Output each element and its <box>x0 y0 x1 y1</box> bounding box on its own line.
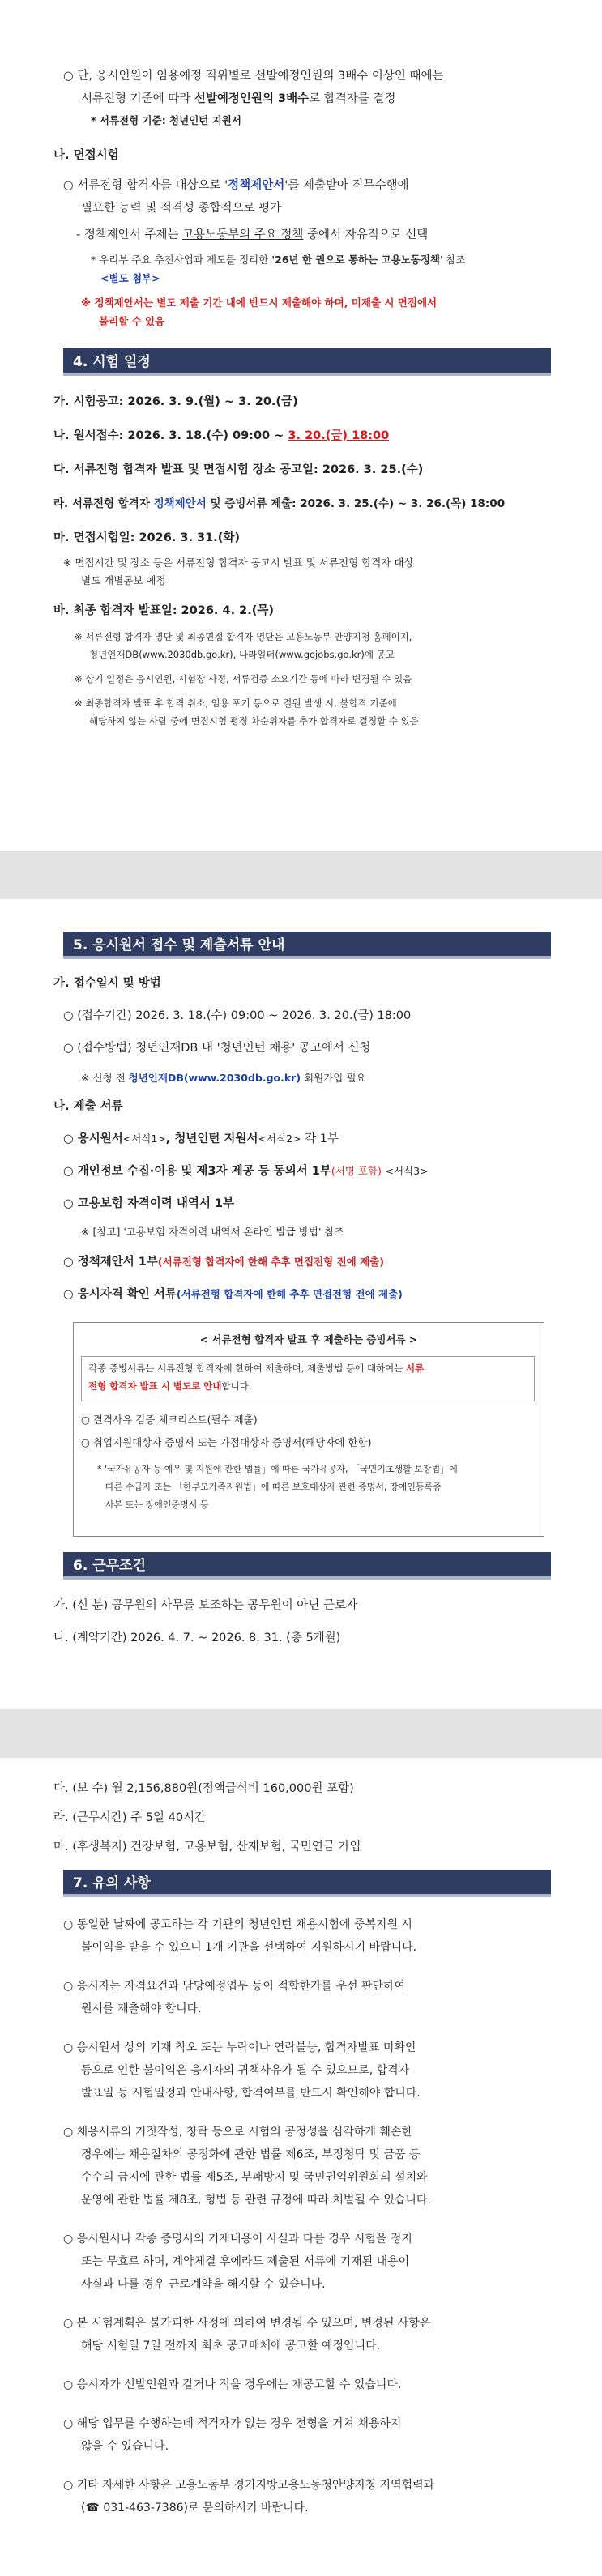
page-3 <box>0 1758 602 2576</box>
note-line: ○ 응시원서 상의 기재 착오 또는 누락이나 연락불능, 합격자발표 미확인 <box>63 2041 416 2054</box>
note-line: 경우에는 채용절차의 공정화에 관한 법률 제6조, 부정청탁 및 금품 등 <box>81 2148 421 2161</box>
note-line: ※ 서류전형 합격자 명단 및 최종면접 합격자 명단은 고용노동부 안양지청 홈페이지, <box>75 631 412 642</box>
condition-item: 가. (신 분) 공무원의 사무를 보조하는 공무원이 아닌 근로자 <box>53 1599 357 1612</box>
note-line: ※ [참고] '고용보험 자격이력 내역서 온라인 발급 방법' 참조 <box>81 1226 344 1238</box>
note-line: ○ 해당 업무를 수행하는데 적격자가 없는 경우 전형을 거쳐 채용하지 <box>63 2417 402 2430</box>
doc-item: ○ 응시자격 확인 서류(서류전형 합격자에 한해 추후 면접전형 전에 제출) <box>63 1288 403 1301</box>
note-line: ○ 본 시험계획은 불가피한 사정에 의하여 변경될 수 있으며, 변경된 사항은 <box>63 2317 431 2330</box>
condition-item: 나. (계약기간) 2026. 4. 7. ~ 2026. 8. 31. (총 5개월) <box>53 1631 341 1644</box>
note-line: 또는 무효로 하며, 계약체결 후에라도 제출된 서류에 기재된 내용이 <box>81 2255 410 2268</box>
note-line: (☎ 031-463-7386)로 문의하시기 바랍니다. <box>81 2501 309 2514</box>
note-line: ※ 면접시간 및 장소 등은 서류전형 합격자 공고시 발표 및 서류전형 합격자 대상 <box>63 557 414 569</box>
page-gap <box>0 851 602 899</box>
doc-item: ○ 정책제안서 1부(서류전형 합격자에 한해 추후 면접전형 전에 제출) <box>63 1256 384 1269</box>
heading-receipt: 가. 접수일시 및 방법 <box>53 977 161 990</box>
note-line: ※ 최종합격자 발표 후 합격 취소, 임용 포기 등으로 결원 발생 시, 불합격 기준에 <box>75 697 397 709</box>
schedule-item: 라. 서류전형 합격자 정책제안서 및 증빙서류 제출: 2026. 3. 25.(수) ~ 3. 26.(목) 18:00 <box>53 497 506 510</box>
note-line: 운영에 관한 법률 제8조, 형법 등 관련 규정에 따라 처벌될 수 있습니다. <box>81 2194 431 2207</box>
box-item: ○ 취업지원대상자 증명서 또는 가점대상자 증명서(해당자에 한함) <box>81 1436 372 1448</box>
condition-item: 다. (보 수) 월 2,156,880원(정액급식비 160,000원 포함) <box>53 1782 354 1795</box>
note-line: 원서를 제출해야 합니다. <box>81 2002 202 2015</box>
text-line: * 우리부 주요 추진사업과 제도를 정리한 '26년 한 권으로 통하는 고용노동정책' 참조 <box>91 254 466 266</box>
schedule-item: 가. 시험공고: 2026. 3. 9.(월) ~ 3. 20.(금) <box>53 395 298 408</box>
note-line: 등으로 인한 불이익은 응시자의 귀책사유가 될 수 있으므로, 합격자 <box>81 2064 410 2077</box>
text-line: - 정책제안서 주제는 고용노동부의 주요 정책 중에서 자유적으로 선택 <box>76 228 429 241</box>
condition-item: 라. (근무시간) 주 5일 40시간 <box>53 1811 207 1824</box>
note-line: 별도 개별통보 예정 <box>81 574 166 586</box>
note-line: ○ 응시자는 자격요건과 담당예정업무 등이 적합한가를 우선 판단하여 <box>63 1980 406 1993</box>
heading-interview: 나. 면접시험 <box>53 149 119 162</box>
text-line: ○ (접수방법) 청년인재DB 내 '청년인턴 채용' 공고에서 신청 <box>63 1042 371 1055</box>
criteria-note: * 서류전형 기준: 청년인턴 지원서 <box>91 114 241 126</box>
page-1 <box>0 0 602 851</box>
note-line: ○ 동일한 날짜에 공고하는 각 기관의 청년인턴 채용시험에 중복지원 시 <box>63 1918 412 1931</box>
section-header-conditions: 6. 근무조건 <box>63 1552 551 1580</box>
condition-item: 마. (후생복지) 건강보험, 고용보험, 산재보험, 국민연금 가입 <box>53 1840 361 1853</box>
text-line: ○ 서류전형 합격자를 대상으로 '정책제안서'를 제출받아 직무수행에 <box>63 179 409 192</box>
text-line: 서류전형 기준에 따라 선발예정인원의 3배수로 합격자를 결정 <box>81 92 396 105</box>
warning-text: ※ 정책제안서는 별도 제출 기간 내에 반드시 제출해야 하며, 미제출 시 면접에서 <box>81 296 438 309</box>
note-line: 해당 시험일 7일 전까지 최초 공고매체에 공고할 예정입니다. <box>81 2339 381 2352</box>
warning-text: 불리할 수 있음 <box>99 315 165 327</box>
note-line: ○ 기타 자세한 사항은 고용노동부 경기지방고용노동청안양지청 지역협력과 <box>63 2479 435 2492</box>
box-notice <box>81 1356 535 1401</box>
text-line: 필요한 능력 및 적격성 종합적으로 평가 <box>81 202 282 215</box>
note-line: 발표일 등 시험일정과 안내사항, 합격여부를 반드시 확인해야 합니다. <box>81 2087 421 2100</box>
section-header-schedule: 4. 시험 일정 <box>63 348 551 376</box>
schedule-item: 바. 최종 합격자 발표일: 2026. 4. 2.(목) <box>53 604 274 617</box>
attachment-note: <별도 첨부> <box>100 272 160 284</box>
doc-item: ○ 응시원서<서식1>, 청년인턴 지원서<서식2> 각 1부 <box>63 1132 339 1145</box>
note-line: 않을 수 있습니다. <box>81 2440 169 2453</box>
note-line: 불이익을 받을 수 있으니 1개 기관을 선택하여 지원하시기 바랍니다. <box>81 1941 417 1954</box>
doc-item: ○ 개인정보 수집·이용 및 제3자 제공 등 동의서 1부(서명 포함) <서식3> <box>63 1165 429 1178</box>
notice-line: 전형 합격자 발표 시 별도로 안내합니다. <box>88 1380 252 1392</box>
box-title: < 서류전형 합격자 발표 후 제출하는 증빙서류 > <box>199 1333 418 1346</box>
schedule-item: 마. 면접시험일: 2026. 3. 31.(화) <box>53 531 240 544</box>
notice-line: 각종 증빙서류는 서류전형 합격자에 한하여 제출하며, 제출방법 등에 대하여는 서류 <box>88 1363 425 1374</box>
note-line: ○ 응시자가 선발인원과 같거나 적을 경우에는 재공고할 수 있습니다. <box>63 2378 402 2391</box>
note-line: ※ 신청 전 청년인재DB(www.2030db.go.kr) 회원가입 필요 <box>81 1072 366 1084</box>
page-2 <box>0 899 602 1709</box>
section-header-application: 5. 응시원서 접수 및 제출서류 안내 <box>63 932 551 959</box>
note-line: 청년인재DB(www.2030db.go.kr), 나라일터(www.gojobs.go.kr)에 공고 <box>89 649 395 660</box>
text-line: ○ (접수기간) 2026. 3. 18.(수) 09:00 ~ 2026. 3. 20.(금) 18:00 <box>63 1009 412 1022</box>
note-line: 사실과 다를 경우 근로계약을 해지할 수 있습니다. <box>81 2278 326 2291</box>
note-line: 수수의 금지에 관한 법률 제5조, 부패방지 및 국민권익위원회의 설치와 <box>81 2171 428 2184</box>
schedule-item: 다. 서류전형 합격자 발표 및 면접시험 장소 공고일: 2026. 3. 25.(수) <box>53 463 424 476</box>
section-header-notes: 7. 유의 사항 <box>63 1870 551 1897</box>
schedule-item: 나. 원서접수: 2026. 3. 18.(수) 09:00 ~ 3. 20.(금) 18:00 <box>53 429 390 442</box>
box-item: ○ 결격사유 검증 체크리스트(필수 제출) <box>81 1414 258 1426</box>
note-line: 해당하지 않는 사람 중에 면접시험 평정 차순위자를 추가 합격자로 결정할 수 있음 <box>89 715 419 727</box>
box-note: 따른 수급자 또는 「한부모가족지원법」에 따른 보호대상자 관련 증명서, 장애인등록증 <box>105 1482 442 1492</box>
heading-documents: 나. 제출 서류 <box>53 1100 123 1113</box>
note-line: ○ 채용서류의 거짓작성, 청탁 등으로 시험의 공정성을 심각하게 훼손한 <box>63 2126 412 2139</box>
box-note: 사본 또는 장애인증명서 등 <box>105 1499 209 1510</box>
note-line: ○ 응시원서나 각종 증명서의 기재내용이 사실과 다를 경우 시험을 정지 <box>63 2233 412 2245</box>
doc-item: ○ 고용보험 자격이력 내역서 1부 <box>63 1197 235 1210</box>
box-note: * '국가유공자 등 예우 및 지원에 관한 법률」에 따른 국가유공자, 「국민기초생활 보장법」에 <box>97 1464 458 1474</box>
note-line: ※ 상기 일정은 응시인원, 시험장 사정, 서류검증 소요기간 등에 따라 변경될 수 있음 <box>75 673 412 685</box>
text-line: ○ 단, 응시인원이 임용예정 직위별로 선발예정인원의 3배수 이상인 때에는 <box>63 70 444 83</box>
page-gap <box>0 1709 602 1758</box>
